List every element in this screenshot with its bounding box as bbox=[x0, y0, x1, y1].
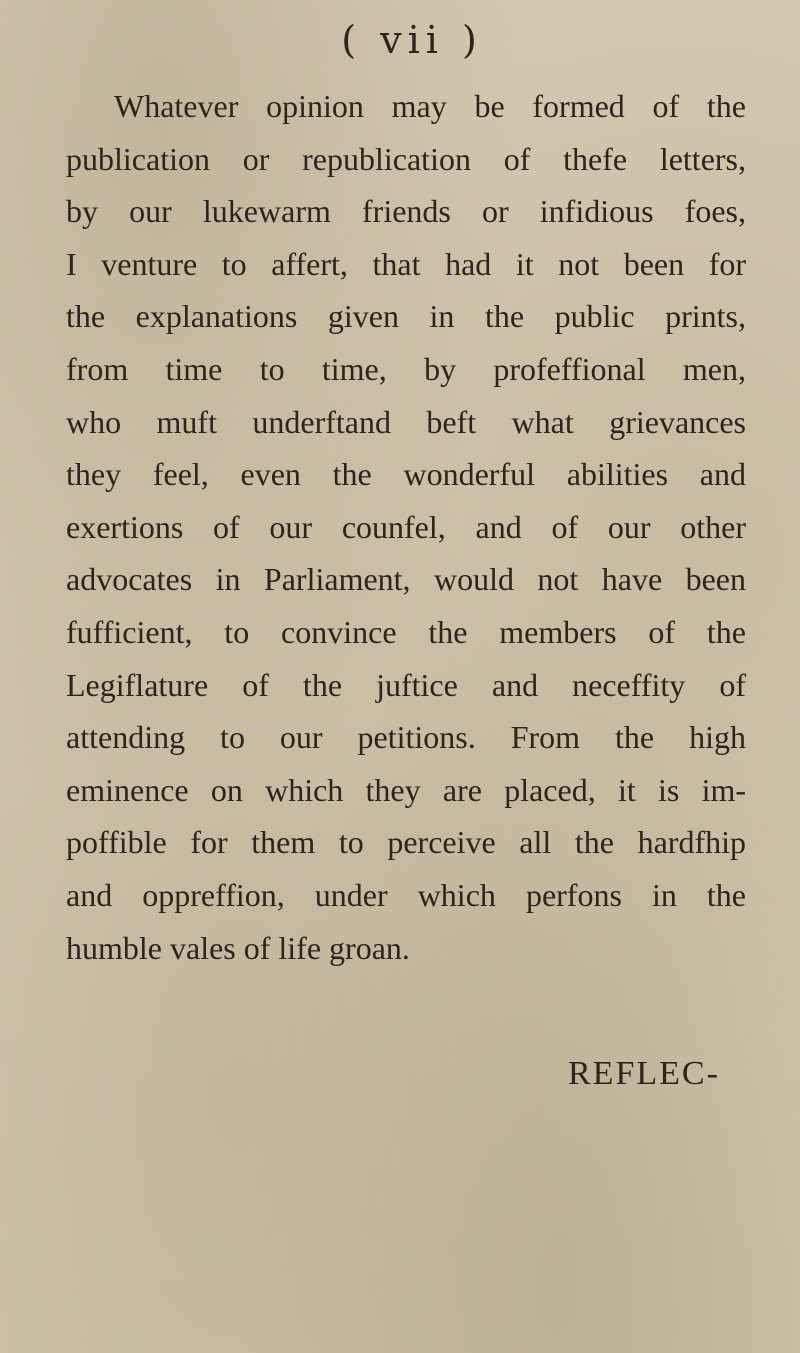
text-line: I venture to affert, that had it not been for bbox=[66, 245, 746, 282]
text-line: and oppreffion, under which perfons in the bbox=[66, 876, 746, 913]
page-number: ( vii ) bbox=[341, 18, 483, 62]
text-line: Legiflature of the juftice and neceffity of bbox=[66, 666, 746, 703]
text-line: the explanations given in the public prints, bbox=[66, 298, 746, 335]
text-line: they feel, even the wonderful abilities and bbox=[66, 456, 746, 493]
body-paragraph bbox=[66, 80, 746, 974]
text-line: publication or republication of thefe letters, bbox=[66, 140, 746, 177]
text-line: attending to our petitions. From the high bbox=[66, 719, 746, 756]
text-line: poffible for them to perceive all the hardfhip bbox=[66, 824, 746, 861]
text-line: humble vales of life groan. bbox=[66, 929, 410, 966]
text-line: who muft underftand beft what grievances bbox=[66, 403, 746, 440]
text-line: fufficient, to convince the members of the bbox=[66, 613, 746, 650]
text-line: Whatever opinion may be formed of the bbox=[114, 88, 746, 124]
text-line: advocates in Parliament, would not have been bbox=[66, 561, 746, 598]
text-line: from time to time, by profeffional men, bbox=[66, 350, 746, 387]
text-line: eminence on which they are placed, it is im- bbox=[66, 771, 746, 808]
text-line: exertions of our counfel, and of our other bbox=[66, 508, 746, 545]
text-line: by our lukewarm friends or infidious foes, bbox=[66, 193, 746, 230]
catchword: REFLEC- bbox=[568, 1055, 720, 1092]
